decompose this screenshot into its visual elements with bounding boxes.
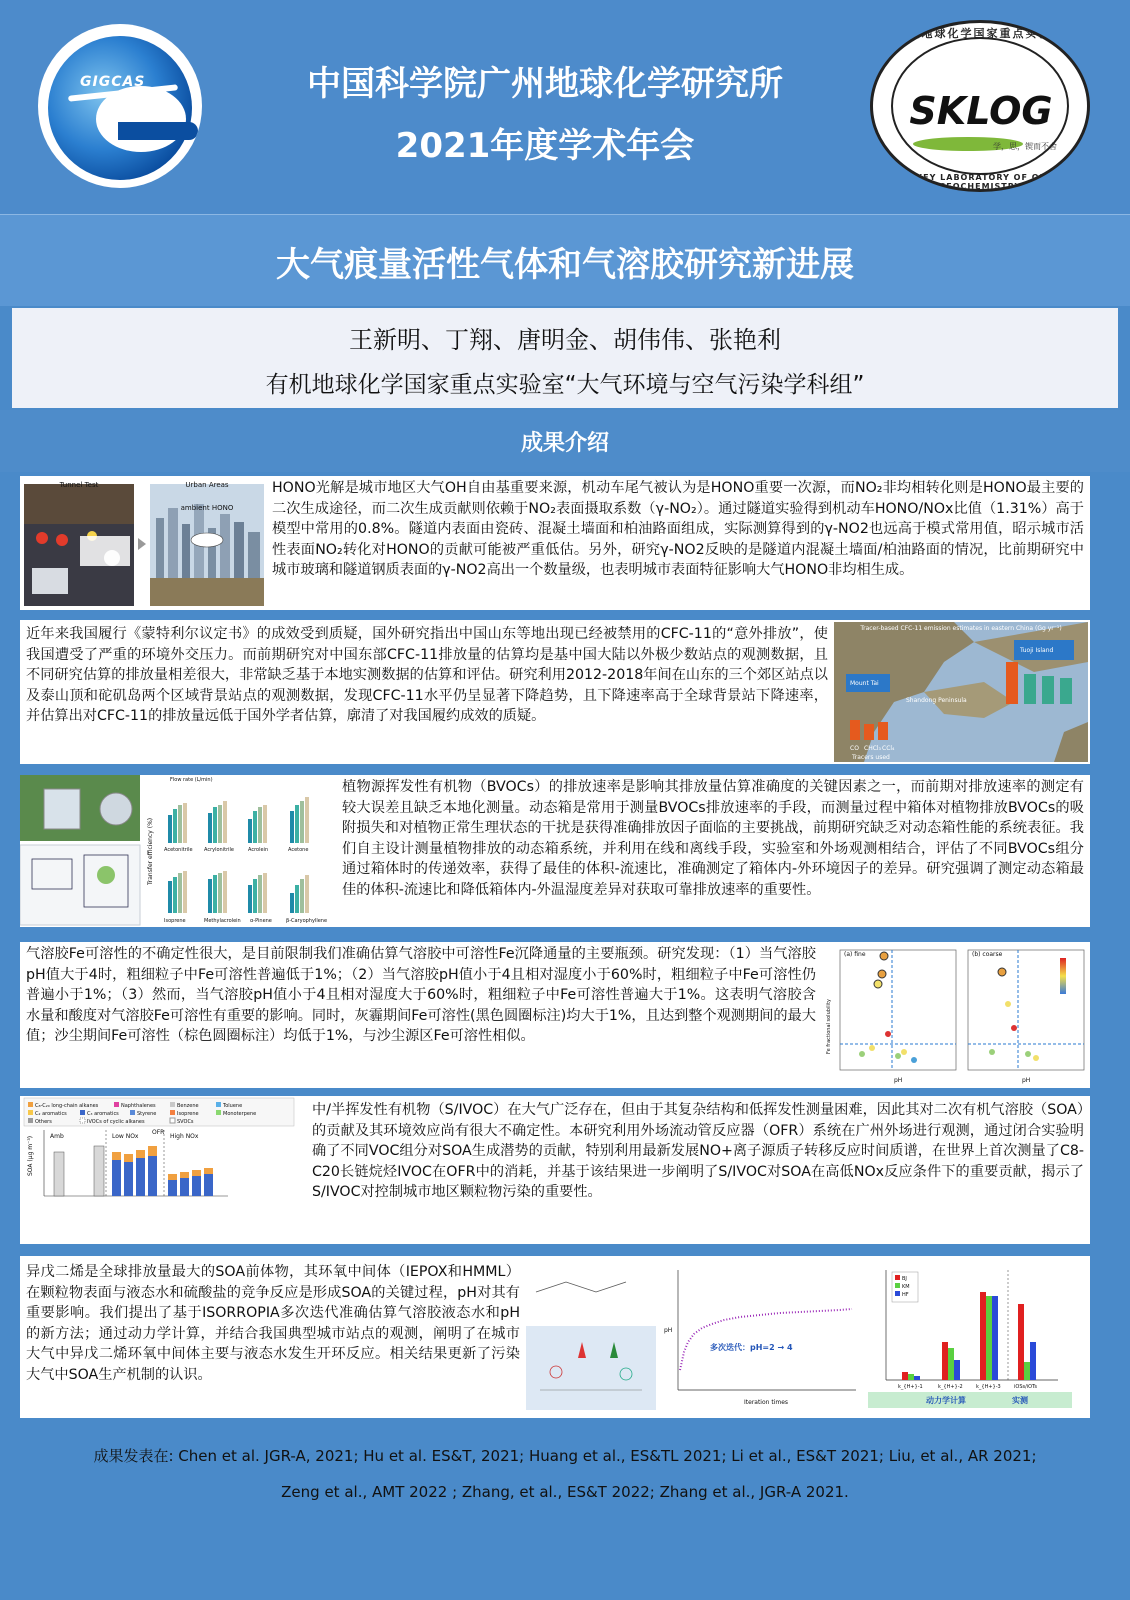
bvoc-bottom-compound-2: Methylacrolein <box>204 918 241 924</box>
fe-xlabel-b: pH <box>1022 1077 1031 1084</box>
panel-fe <box>20 942 1090 1088</box>
sklog-mark: SKLOG <box>909 89 1053 133</box>
sklog-motto: 学，思，锲而不舍 <box>993 142 1057 151</box>
bvoc-top-compound-2: Acrylonitrile <box>204 847 234 853</box>
poster-header <box>0 0 1130 214</box>
svoc-figure <box>20 1096 298 1244</box>
svoc-legend-9: Monoterpene <box>223 1111 257 1117</box>
title-bar <box>0 214 1130 306</box>
fe-fig-a-label: (a) fine <box>844 951 866 958</box>
bvoc-bars-bottom <box>168 871 309 913</box>
conference-name: 2021年度学术年会 <box>395 126 695 166</box>
panel-cfc <box>20 620 1090 764</box>
sklog-ring-bottom: STATE KEY LABORATORY OF ORGANIC GEOCHEMISTRY <box>880 173 1080 191</box>
svoc-legend-12: SVOCs <box>177 1119 194 1125</box>
svoc-legend-4: Toluene <box>223 1103 243 1109</box>
iepox-legend-km: KM <box>902 1284 910 1290</box>
fe-fig-b-label: (b) coarse <box>972 951 1003 958</box>
lab-name: 有机地球化学国家重点实验室“大气环境与空气污染学科组” <box>265 372 865 398</box>
results-heading: 成果介绍 <box>520 431 609 456</box>
svoc-legend-3: Benzene <box>177 1103 199 1109</box>
bvoc-text: 植物源挥发性有机物（BVOCs）的排放速率是影响其排放量估算准确度的关键因素之一，而前期对排放速率的测定有较大误差且缺乏本地化测量。动态箱是常用于测量BVOCs排放速率的手段，而测量过程中箱体对植物排放BVOCs的吸附损失和对植物正常生理状态的干扰是获得准确排放因子面临的主要挑战，前期研究缺乏对动态箱性能的系统表征。我们自主设计测量植物排放的动态箱系统，并利用在线和离线手段，实验室和外场观测相结合，评估了不同BVOCs组分通过箱体时的传递效率，获得了最佳的体积-流速比，准确测定了箱体内-外环境因子的差异。研究强调了测定动态箱最佳的体积-流速比和降低箱体内-外温湿度差异对获取可靠排放速率的重要性。 <box>342 779 1084 898</box>
poster-title: 大气痕量活性气体和气溶胶研究新进展 <box>276 245 854 285</box>
bvoc-figure <box>20 775 334 927</box>
hono-tunnel-title: Tunnel Test <box>59 480 99 489</box>
svoc-group-lownox: Low NOx <box>112 1133 139 1140</box>
cfc-region-label: Shandong Peninsula <box>906 697 967 704</box>
publications-line-2: Zeng et al., AMT 2022 ; Zhang, et al., ES&T 2022; Zhang et al., JGR-A 2021. <box>281 1483 849 1501</box>
cfc-fig-title: Tracer-based CFC-11 emission estimates in eastern China (Gg yr⁻¹) <box>860 625 1062 632</box>
panel-hono <box>20 476 1090 610</box>
iepox-scheme-figure <box>526 1262 656 1410</box>
institution-name: 中国科学院广州地球化学研究所 <box>307 64 783 104</box>
bvoc-bottom-compound-3: α-Pinene <box>250 918 272 924</box>
iepox-cat-1: k_{H+}-1 <box>898 1384 923 1390</box>
svoc-legend-1: C₈-C₂₀ long-chain alkanes <box>35 1103 99 1109</box>
iepox-iteration-ylabel: pH <box>664 1327 673 1334</box>
cfc-site-mount-tai: Mount Tai <box>850 680 879 687</box>
cfc-tracer-co: CO <box>850 745 859 752</box>
authors-box <box>12 308 1118 408</box>
hono-ambient-label: ambient HONO <box>180 504 234 512</box>
iepox-observed-label: 实测 <box>1012 1396 1028 1405</box>
fe-figure <box>822 944 1088 1086</box>
bvoc-top-compound-4: Acetone <box>288 847 309 853</box>
svoc-legend-6: C₃ aromatics <box>87 1111 119 1117</box>
cfc-tracer-ccl4: CCl₄ <box>882 745 895 752</box>
results-bar <box>0 410 1130 472</box>
publications <box>0 1438 1130 1510</box>
publications-refs-1: Chen et al. JGR-A, 2021; Hu et al. ES&T, 2021; Huang et al., ES&TL 2021; Li et al., ES&T 2021; Liu, et al., AR 2021; <box>178 1447 1037 1465</box>
sklog-ring-top: 有机地球化学国家重点实验室 <box>895 27 1065 40</box>
bvoc-top-compound-3: Acrolein <box>248 847 269 853</box>
iepox-iteration-xlabel: Iteration times <box>744 1399 789 1406</box>
svoc-legend-7: Styrene <box>137 1111 157 1117</box>
svoc-group-highnox: High NOx <box>170 1133 199 1140</box>
iepox-kinetic-label: 动力学计算 <box>926 1396 966 1405</box>
bvoc-bars-top <box>168 797 309 843</box>
publications-prefix: 成果发表在: <box>93 1447 179 1465</box>
iepox-legend-bj: BJ <box>902 1276 907 1282</box>
bvoc-top-compound-1: Acetonitrile <box>164 847 193 853</box>
cfc-tracer-chcl3: CHCl₃ <box>864 745 881 752</box>
svoc-legend-8: Isoprene <box>177 1111 199 1117</box>
svoc-group-ofr: OFR <box>152 1129 165 1136</box>
iepox-iteration-label: 多次迭代：pH=2 → 4 <box>710 1343 793 1352</box>
svoc-text: 中/半挥发性有机物（S/IVOC）在大气广泛存在，但由于其复杂结构和低挥发性测量困难，因此其对二次有机气溶胶（SOA）的贡献及其环境效应尚有很大不确定性。本研究利用外场流动管反应器（OFR）系统在广州外场进行观测，通过闭合实验明确了不同VOC组分对SOA生成潜势的贡献，特别利用最新发展NO+离子源质子转移反应时间质谱，在世界上首次测量了C8-C20长链烷烃IVOC在OFR中的消耗，并基于该结果进一步阐明了S/IVOC对SOA在高低NOx反应条件下的重要贡献，揭示了S/IVOC对控制城市地区颗粒物污染的重要性。 <box>312 1102 1084 1200</box>
fe-xlabel-a: pH <box>894 1077 903 1084</box>
publications-line-1 <box>0 1438 1130 1474</box>
gigcas-logo <box>38 24 202 188</box>
hono-text: HONO光解是城市地区大气OH自由基重要来源，机动车尾气被认为是HONO重要一次源，而NO₂非均相转化则是HONO最主要的二次生成途径，而二次生成贡献则依赖于NO₂表面摄取系数（γ-NO₂）。通过隧道实验得到机动车HONO/NOx比值（1.31%）高于模型中常用的0.8%。隧道内表面由瓷砖、混凝土墙面和柏油路面组成，实际测算得到的γ-NO2也远高于模式常用值，昭示城市活性表面NO₂转化对HONO的贡献可能被严重低估。另外，研究γ-NO2反映的是隧道内混凝土墙面/柏油路面的情况，比前期研究中城市玻璃和隧道钢质表面的γ-NO2高出一个数量级，也表明城市表面特征影响大气HONO非均相生成。 <box>272 480 1084 578</box>
hono-urban-title: Urban Areas <box>185 480 229 489</box>
bvoc-ylabel: Transfer efficiency (%) <box>147 817 154 885</box>
svoc-legend-5: C₂ aromatics <box>35 1111 67 1117</box>
iepox-cat-4: iOSs/iOTs <box>1014 1384 1037 1390</box>
sklog-logo <box>870 20 1090 192</box>
iepox-legend-hf: HF <box>902 1292 909 1298</box>
cfc-tracers-label: Tracers used <box>852 754 890 761</box>
panel-svoc <box>20 1096 1090 1244</box>
iepox-cat-2: k_{H+}-2 <box>938 1384 963 1390</box>
hono-figure <box>22 478 266 608</box>
panel-iepox <box>20 1256 1090 1418</box>
iepox-text: 异戊二烯是全球排放量最大的SOA前体物，其环氧中间体（IEPOX和HMML）在颗粒物表面与液态水和硫酸盐的竞争反应是形成SOA的关键过程，pH对其有重要影响。我们提出了基于ISORROPIA多次迭代准确估算气溶胶液态水和pH的新方法；通过动力学计算，并结合我国典型城市站点的观测，阐明了在城市大气中异戊二烯环氧中间体主要与液态水发生开环反应。相关结果更新了污染大气中SOA生产机制的认识。 <box>26 1264 520 1383</box>
cfc-text: 近年来我国履行《蒙特利尔议定书》的成效受到质疑，国外研究指出中国山东等地出现已经被禁用的CFC-11的“意外排放”，使我国遭受了严重的环境外交压力。而前期研究对中国东部CFC-11排放量的估算均是基中国大陆以外极少数站点的观测数据，且不同研究估算的排放量相差很大，非常缺乏基于本地实测数据的估算和评估。研究利用2012-2018年间在山东的三个郊区站点以及泰山顶和砣矶岛两个区域背景站点的观测数据，发现CFC-11水平仍呈显著下降趋势，且下降速率高于全球背景站下降速率，并估算出对CFC-11的排放量远低于国外学者估算，廓清了对我国履约成效的质疑。 <box>26 626 828 724</box>
bvoc-bottom-compound-4: β-Caryophyllene <box>286 918 328 924</box>
iepox-cat-3: k_{H+}-3 <box>976 1384 1001 1390</box>
cfc-site-tuoji: Tuoji Island <box>1020 647 1054 654</box>
bvoc-legend-title: Flow rate (L/min) <box>170 777 213 783</box>
cfc-map-figure <box>834 622 1088 762</box>
svoc-group-amb: Amb <box>50 1133 64 1140</box>
svoc-legend-2: Naphthalenes <box>121 1103 156 1109</box>
fe-text: 气溶胶Fe可溶性的不确定性很大，是目前限制我们准确估算气溶胶中可溶性Fe沉降通量的主要瓶颈。研究发现：（1）当气溶胶pH值大于4时，粗细粒子中Fe可溶性普遍低于1%；（2）当气溶胶pH值小于4且相对湿度小于60%时，粗细粒子中Fe可溶性仍普遍小于1%；（3）然而，当气溶胶pH值小于4且相对湿度大于60%时，粗细粒子中Fe可溶性普遍大于1%。这表明气溶胶含水量和酸度对气溶胶Fe可溶性有重要的影响。同时，灰霾期间Fe可溶性(黑色圆圈标注)均大于1%，且达到整个观测期间的最大值；沙尘期间Fe可溶性（棕色圆圈标注）均低于1%，与沙尘源区Fe可溶性相似。 <box>26 946 816 1044</box>
svoc-legend-11: IVOCs of cyclic alkanes <box>87 1119 145 1125</box>
iepox-rate-chart <box>862 1262 1076 1410</box>
svoc-legend-10: Others <box>35 1119 52 1125</box>
fe-ylabel: Fe fractional solubility <box>826 999 832 1054</box>
author-list: 王新明、丁翔、唐明金、胡伟伟、张艳利 <box>349 326 781 354</box>
iepox-iteration-chart <box>660 1262 860 1410</box>
bvoc-bottom-compound-1: Isoprene <box>164 918 186 924</box>
gigcas-logo-text: GIGCAS <box>80 74 146 90</box>
svoc-ylabel: SOA (μg m⁻³) <box>27 1135 34 1176</box>
panel-bvoc <box>20 775 1090 927</box>
